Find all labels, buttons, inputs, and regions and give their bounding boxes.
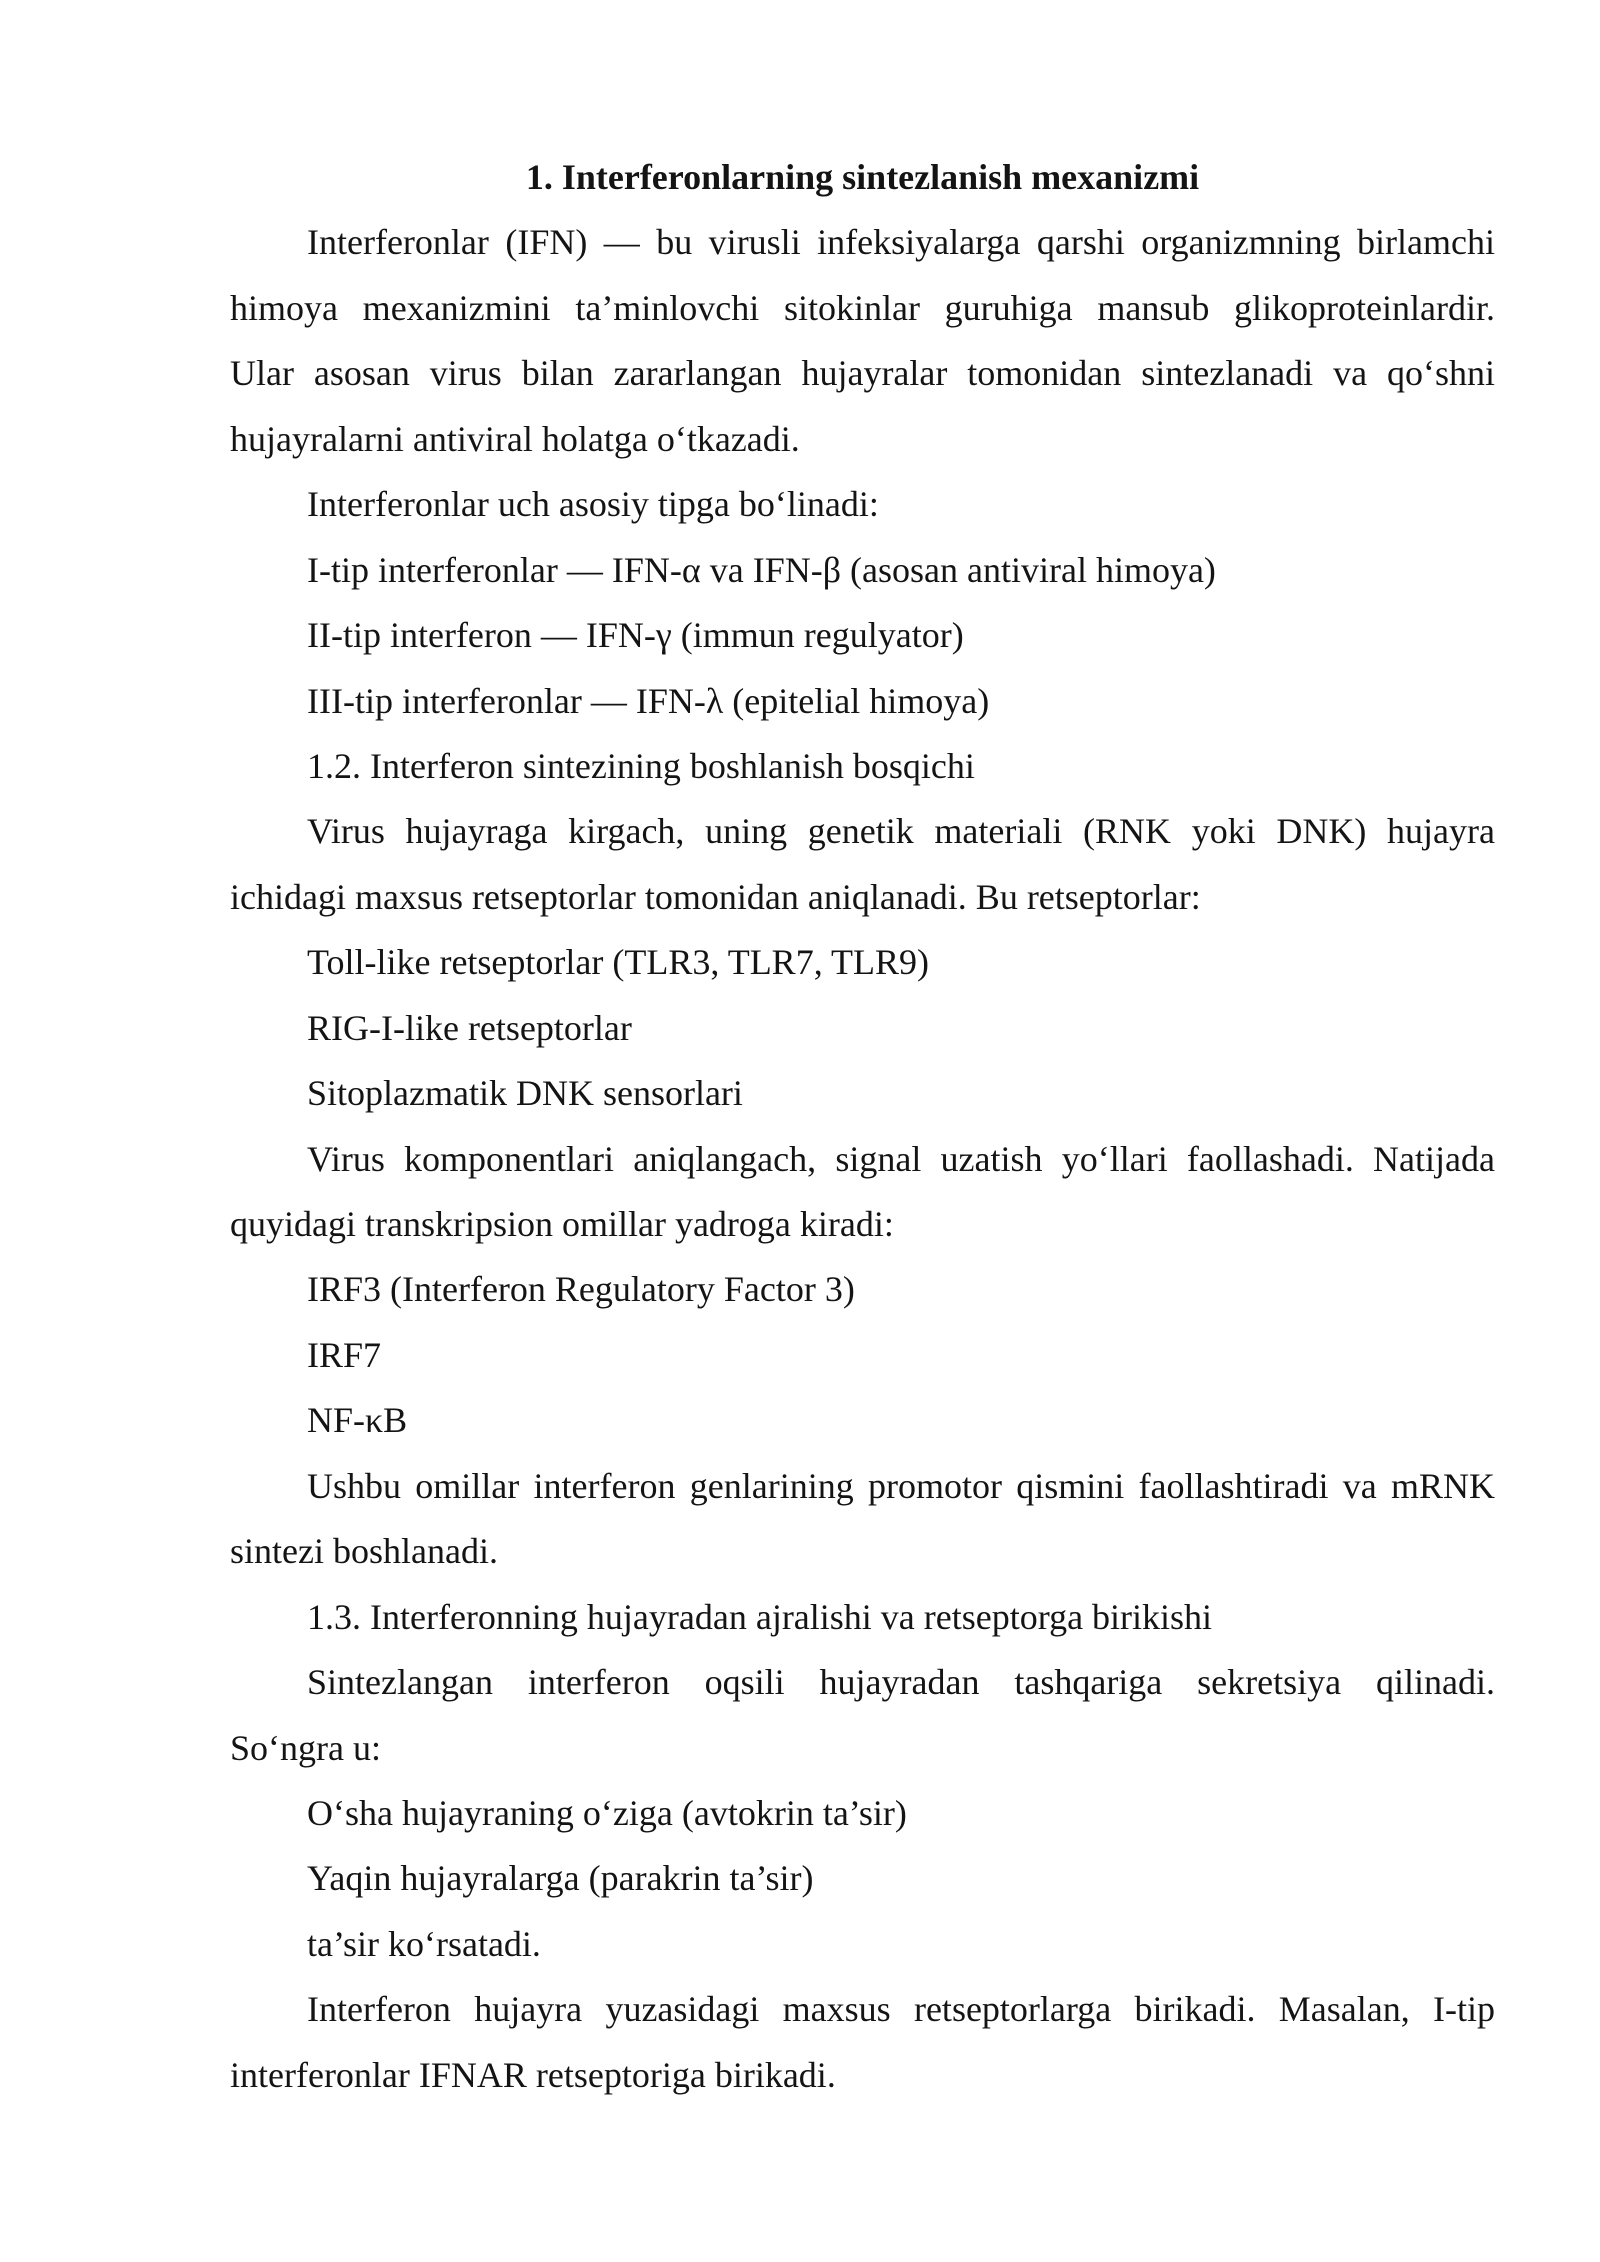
text-line: hujayralarni antiviral holatga o‘tkazadi. (230, 418, 800, 459)
list-item: Sitoplazmatik DNK sensorlari (307, 1073, 743, 1114)
paragraph-receptors (230, 799, 1495, 930)
text-line: Ushbu omillar interferon genlarining promotor qismini faollashtiradi va mRNK (307, 1465, 1495, 1506)
text-line: Ular asosan virus bilan zararlangan hujayralar tomonidan sintezlanadi va qo‘shni (230, 353, 1495, 394)
list-item: ta’sir ko‘rsatadi. (307, 1923, 541, 1964)
paragraph-mrna (230, 1454, 1495, 1585)
subsection-heading: 1.2. Interferon sintezining boshlanish bosqichi (307, 745, 975, 786)
list-item: III-tip interferonlar — IFN-λ (epitelial himoya) (307, 680, 990, 721)
list-item: RIG-I-like retseptorlar (307, 1007, 632, 1048)
list-item: Yaqin hujayralarga (parakrin ta’sir) (307, 1858, 814, 1899)
text-line: Virus komponentlari aniqlangach, signal uzatish yo‘llari faollashadi. Natijada (307, 1138, 1495, 1179)
text-line: So‘ngra u: (230, 1727, 381, 1768)
paragraph-intro (230, 210, 1495, 472)
text-line: sintezi boshlanadi. (230, 1531, 498, 1572)
text-line: ichidagi maxsus retseptorlar tomonidan aniqlanadi. Bu retseptorlar: (230, 876, 1201, 917)
list-item: Toll-like retseptorlar (TLR3, TLR7, TLR9) (307, 942, 930, 983)
list-item: IRF7 (307, 1334, 382, 1375)
list-item: O‘sha hujayraning o‘ziga (avtokrin ta’sir) (307, 1792, 907, 1833)
text-line: himoya mexanizmini ta’minlovchi sitokinlar guruhiga mansub glikoproteinlardir. (230, 287, 1495, 328)
list-item: II-tip interferon — IFN-γ (immun regulyator) (307, 615, 964, 656)
paragraph-types-intro: Interferonlar uch asosiy tipga bo‘linadi: (307, 484, 879, 525)
text-line: interferonlar IFNAR retseptoriga birikadi. (230, 2054, 836, 2095)
paragraph-secretion (230, 1650, 1495, 1781)
subsection-heading: 1.3. Interferonning hujayradan ajralishi va retseptorga birikishi (307, 1596, 1213, 1637)
list-item: I-tip interferonlar — IFN-α va IFN-β (asosan antiviral himoya) (307, 549, 1216, 590)
text-line: Interferonlar (IFN) — bu virusli infeksiyalarga qarshi organizmning birlamchi (307, 222, 1495, 263)
paragraph-binding (230, 1977, 1495, 2108)
document-body (230, 145, 1495, 2108)
section-title: 1. Interferonlarning sintezlanish mexanizmi (525, 157, 1200, 197)
text-line: Sintezlangan interferon oqsili hujayradan tashqariga sekretsiya qilinadi. (307, 1662, 1495, 1703)
text-line: Virus hujayraga kirgach, uning genetik materiali (RNK yoki DNK) hujayra (307, 811, 1495, 852)
list-item: NF-κB (307, 1400, 408, 1441)
paragraph-signaling (230, 1127, 1495, 1258)
list-item: IRF3 (Interferon Regulatory Factor 3) (307, 1269, 855, 1310)
text-line: Interferon hujayra yuzasidagi maxsus retseptorlarga birikadi. Masalan, I-tip (307, 1989, 1495, 2030)
text-line: quyidagi transkripsion omillar yadroga kiradi: (230, 1204, 894, 1244)
